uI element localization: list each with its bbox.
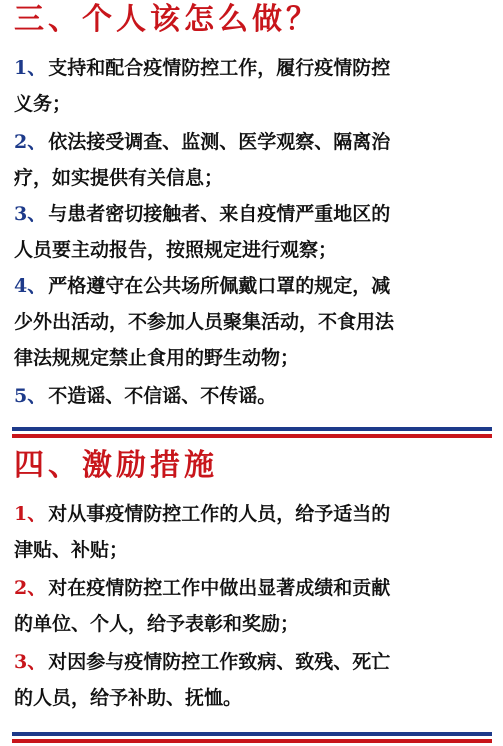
item-text: 疗，如实提供有关信息；: [14, 167, 224, 189]
item-line: [14, 50, 492, 86]
item-line: [14, 124, 492, 160]
item-text: 的人员，给予补助、抚恤。: [14, 687, 243, 709]
item-text: 对从事疫情防控工作的人员，给予适当的: [48, 503, 391, 525]
item-line: [14, 268, 492, 304]
section-3-item-1: [14, 50, 492, 122]
section-4-item-2: [14, 570, 492, 642]
item-number: 3、: [14, 651, 47, 673]
item-number: 5、: [14, 385, 47, 407]
item-number: 2、: [14, 131, 47, 153]
item-text: 津贴、补贴；: [14, 539, 129, 561]
item-text: 与患者密切接触者、来自疫情严重地区的: [48, 203, 391, 225]
item-text: 人员要主动报告，按照规定进行观察；: [14, 239, 338, 261]
section-3-item-4: [14, 268, 492, 376]
item-text: 对在疫情防控工作中做出显著成绩和贡献: [48, 577, 391, 599]
item-number: 3、: [14, 203, 47, 225]
item-text: 律法规规定禁止食用的野生动物；: [14, 347, 300, 369]
item-text: 义务；: [14, 93, 72, 115]
section-3-item-5: [14, 378, 492, 414]
section-4-title: 四、激励措施: [14, 448, 218, 483]
section-3-title: 三、个人该怎么做？: [14, 2, 320, 37]
section-3-item-3: [14, 196, 492, 268]
section-4-item-3: [14, 644, 492, 716]
item-line: [14, 378, 492, 414]
section-3-item-2: [14, 124, 492, 196]
item-text: 不造谣、不信谣、不传谣。: [48, 385, 277, 407]
item-text: 支持和配合疫情防控工作，履行疫情防控: [48, 57, 391, 79]
section-4-item-1: [14, 496, 492, 568]
item-line: [14, 644, 492, 680]
item-number: 4、: [14, 275, 47, 297]
section-divider: [12, 427, 492, 438]
bottom-divider: [12, 732, 492, 743]
item-number: 2、: [14, 577, 47, 599]
item-text: 严格遵守在公共场所佩戴口罩的规定，减: [48, 275, 391, 297]
item-number: 1、: [14, 503, 47, 525]
item-text: 对因参与疫情防控工作致病、致残、死亡: [48, 651, 391, 673]
item-text: 少外出活动，不参加人员聚集活动，不食用法: [14, 311, 395, 333]
item-text: 依法接受调查、监测、医学观察、隔离治: [48, 131, 391, 153]
item-line: [14, 496, 492, 532]
item-number: 1、: [14, 57, 47, 79]
item-line: [14, 196, 492, 232]
item-line: [14, 570, 492, 606]
item-text: 的单位、个人，给予表彰和奖励；: [14, 613, 300, 635]
